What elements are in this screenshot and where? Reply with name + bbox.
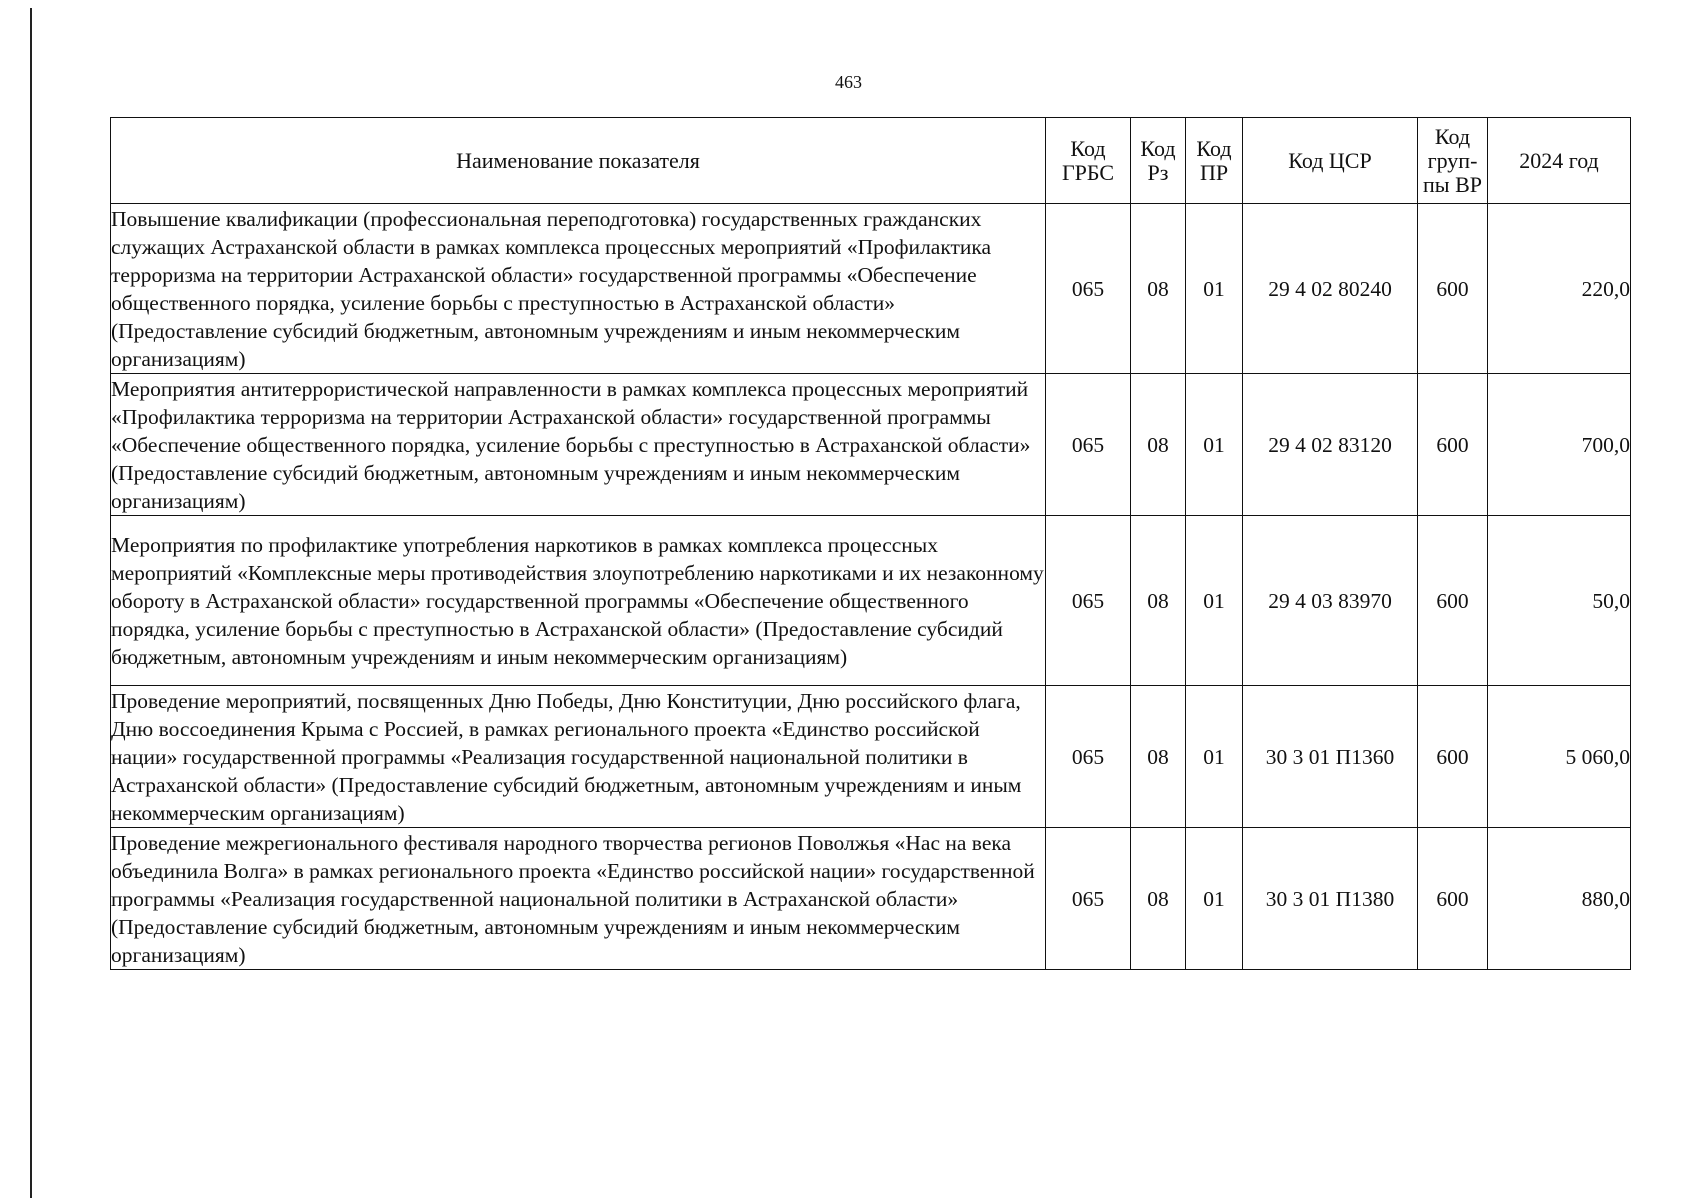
- row-vr: 600: [1418, 828, 1488, 970]
- row-rz: 08: [1131, 686, 1186, 828]
- table-row: [111, 686, 1631, 828]
- row-grbs: 065: [1046, 686, 1131, 828]
- row-csr: 29 4 02 83120: [1243, 374, 1418, 516]
- row-grbs: 065: [1046, 374, 1131, 516]
- row-name: Повышение квалификации (профессиональная переподготовка) государственных гражданских служащих Астраханской области в рамках комплекса процессных мероприятий «Профилактика терроризма на территории Астраханской области» государственной программы «Обеспечение общественного порядка, усиление борьбы с преступностью в Астраханской области» (Предоставление субсидий бюджетным, автономным учреждениям и иным некоммерческим организациям): [111, 204, 1046, 374]
- row-pr: 01: [1186, 374, 1243, 516]
- row-rz: 08: [1131, 374, 1186, 516]
- row-vr: 600: [1418, 374, 1488, 516]
- row-vr: 600: [1418, 686, 1488, 828]
- row-amount: 880,0: [1488, 828, 1631, 970]
- row-vr: 600: [1418, 204, 1488, 374]
- row-amount: 700,0: [1488, 374, 1631, 516]
- table-row: [111, 204, 1631, 374]
- row-name: Мероприятия по профилактике употребления наркотиков в рамках комплекса процессных мероприятий «Комплексные меры противодействия злоупотреблению наркотиками и их незаконному обороту в Астраханской области» государственной программы «Обеспечение общественного порядка, усиление борьбы с преступностью в Астраханской области» (Предоставление субсидий бюджетным, автономным учреждениям и иным некоммерческим организациям): [111, 516, 1046, 686]
- row-rz: 08: [1131, 204, 1186, 374]
- row-pr: 01: [1186, 516, 1243, 686]
- row-csr: 29 4 02 80240: [1243, 204, 1418, 374]
- row-pr: 01: [1186, 828, 1243, 970]
- row-rz: 08: [1131, 828, 1186, 970]
- row-csr: 30 3 01 П1380: [1243, 828, 1418, 970]
- row-amount: 50,0: [1488, 516, 1631, 686]
- row-pr: 01: [1186, 204, 1243, 374]
- row-csr: 29 4 03 83970: [1243, 516, 1418, 686]
- row-rz: 08: [1131, 516, 1186, 686]
- header-grbs: Код ГРБС: [1046, 118, 1131, 204]
- row-amount: 5 060,0: [1488, 686, 1631, 828]
- budget-table: [110, 117, 1631, 970]
- row-pr: 01: [1186, 686, 1243, 828]
- row-name: Проведение межрегионального фестиваля народного творчества регионов Поволжья «Нас на века объединила Волга» в рамках регионального проекта «Единство российской нации» государственной программы «Реализация государственной национальной политики в Астраханской области» (Предоставление субсидий бюджетным, автономным учреждениям и иным некоммерческим организациям): [111, 828, 1046, 970]
- table-row: [111, 516, 1631, 686]
- row-grbs: 065: [1046, 828, 1131, 970]
- row-grbs: 065: [1046, 516, 1131, 686]
- row-name: Проведение мероприятий, посвященных Дню Победы, Дню Конституции, Дню российского флага, Дню воссоединения Крыма с Россией, в рамках регионального проекта «Единство российской нации» государственной программы «Реализация государственной национальной политики в Астраханской области» (Предоставление субсидий бюджетным, автономным учреждениям и иным некоммерческим организациям): [111, 686, 1046, 828]
- header-row: [111, 118, 1631, 204]
- row-csr: 30 3 01 П1360: [1243, 686, 1418, 828]
- row-amount: 220,0: [1488, 204, 1631, 374]
- row-grbs: 065: [1046, 204, 1131, 374]
- header-csr: Код ЦСР: [1243, 118, 1418, 204]
- row-vr: 600: [1418, 516, 1488, 686]
- table-row: [111, 828, 1631, 970]
- header-vr: Код груп-пы ВР: [1418, 118, 1488, 204]
- header-pr: Код ПР: [1186, 118, 1243, 204]
- table-row: [111, 374, 1631, 516]
- binding-margin-line: [30, 8, 32, 1198]
- page-number: 463: [835, 72, 862, 92]
- row-name: Мероприятия антитеррористической направленности в рамках комплекса процессных мероприятий «Профилактика терроризма на территории Астраханской области» государственной программы «Обеспечение общественного порядка, усиление борьбы с преступностью в Астраханской области» (Предоставление субсидий бюджетным, автономным учреждениям и иным некоммерческим организациям): [111, 374, 1046, 516]
- header-year: 2024 год: [1488, 118, 1631, 204]
- header-rz: Код Рз: [1131, 118, 1186, 204]
- header-name: Наименование показателя: [111, 118, 1046, 204]
